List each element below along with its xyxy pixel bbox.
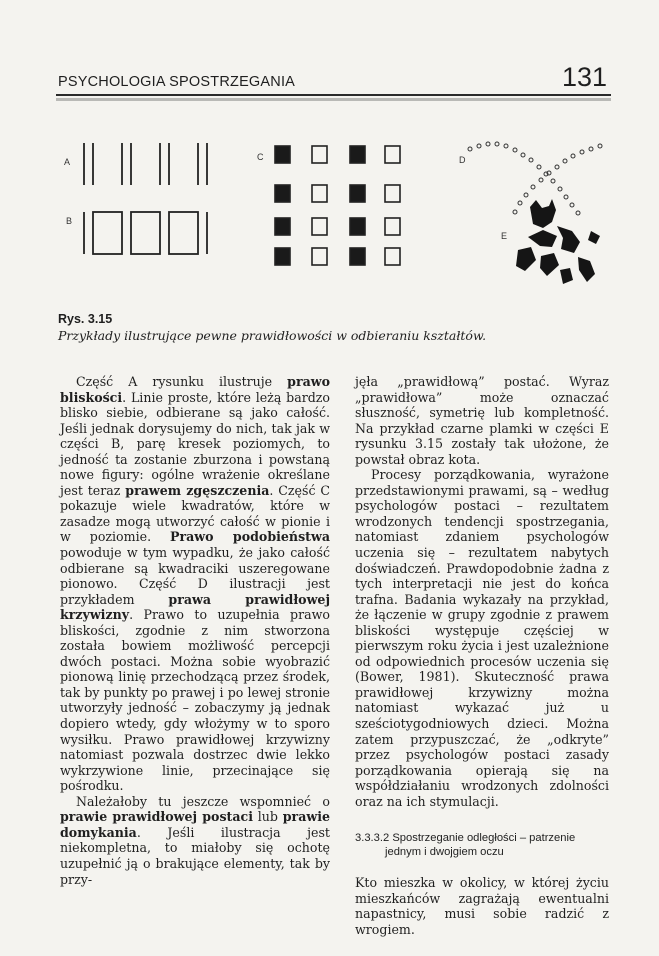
figure-part-e xyxy=(516,199,600,284)
page-number: 131 xyxy=(561,62,607,92)
paragraph: Należałoby tu jeszcze wspomnieć o prawie prawidłowej postaci lub prawie domykania. Jeśli ilustracja jest niekompletna, to miałoby się ochotę uzupełnić ją o brakujące elementy, tak by przy- xyxy=(60,793,330,887)
section-title: Spostrzeganie odległości – patrzenie xyxy=(392,832,576,845)
figure-label-c: C xyxy=(257,152,264,162)
figure-label-d: D xyxy=(459,155,466,165)
figure-label-a: A xyxy=(64,157,71,167)
paragraph: jęła „prawidłową” postać. Wyraz „prawidłowa” może oznaczać słuszność, symetrię lub kompletność. Na przykład czarne plamki w części E rysunku 3.15 zostały tak ułożone, że powstał obraz kota. xyxy=(355,374,609,467)
section-title-line2: jednym i dwojgiem oczu xyxy=(385,846,504,859)
figure-label-e: E xyxy=(501,231,508,241)
section-number: 3.3.3.2 xyxy=(355,832,390,845)
figure-caption-title: Rys. 3.15 xyxy=(58,312,113,326)
figure-part-b xyxy=(84,212,207,254)
figure-part-a xyxy=(84,143,207,185)
left-column xyxy=(60,374,330,887)
figure-caption-text: Przykłady ilustrujące pewne prawidłowości w odbieraniu kształtów. xyxy=(58,328,487,343)
figure-3-15 xyxy=(0,0,659,310)
running-head: PSYCHOLOGIA SPOSTRZEGANIA xyxy=(58,74,296,90)
section-heading xyxy=(355,831,609,859)
paragraph: Część A rysunku ilustruje prawo bliskości. Linie proste, które leżą bardzo blisko siebie, odbierane są jako całość. Jeśli jednak dorysujemy do nich, tak jak w części B, parę kresek poziomych, to jedność ta zostanie zburzona i powstaną nowe figury: ogólne wrażenie określane jest teraz prawem zgęszczenia. Część C pokazuje wiele kwadratów, które w zasadze mogą utworzyć całość w pionie i w poziomie. Prawo podobieństwa powoduje w tym wypadku, że jako całość odbierane są kwadraciki uszeregowane pionowo. Część D ilustracji jest przykładem prawa prawidłowej krzywizny. Prawo to uzupełnia prawo bliskości, zgodnie z nim stworzona została bowiem możliwość percepcji dwóch postaci. Można sobie wyobrazić pionową linię przechodzącą przez środek, tak by punkty po prawej i po lewej stronie utworzyły jedność – zobaczymy ją jednak dopiero wtedy, gdy włożymy w to sporo wysiłku. Prawo prawidłowej krzywizny natomiast pozwala dostrzec dwie lekko wykrzywione linie, przecinające się pośrodku. xyxy=(60,374,330,794)
right-column xyxy=(355,374,609,938)
figure-label-b: B xyxy=(66,216,73,226)
paragraph: Kto mieszka w okolicy, w której życiu mieszkańców zagrażają ewentualni napastnicy, musi sobie radzić z wrogiem. xyxy=(355,875,609,937)
figure-part-c xyxy=(275,146,400,265)
paragraph: Procesy porządkowania, wyrażone przedstawionymi prawami, są – według psychologów postaci – rezultatem wrodzonych tendencji spostrzegania, natomiast zdaniem psychologów uczenia się – rezultatem nabytych doświadczeń. Prawdopodobnie żadna z tych interpretacji nie jest do końca trafna. Badania wykazały na przykład, że łączenie w grupy zgodnie z prawem bliskości występuje częściej w pierwszym roku życia i jest uzależnione od odpowiednich procesów uczenia się (Bower, 1981). Skuteczność prawa prawidłowej krzywizny można natomiast wykazać już u sześciotygodniowych dzieci. Można zatem przypuszczać, że „odkryte” przez psychologów postaci zasady porządkowania opierają się na współdziałaniu wrodzonych zdolności oraz na ich stymulacji. xyxy=(355,467,609,809)
